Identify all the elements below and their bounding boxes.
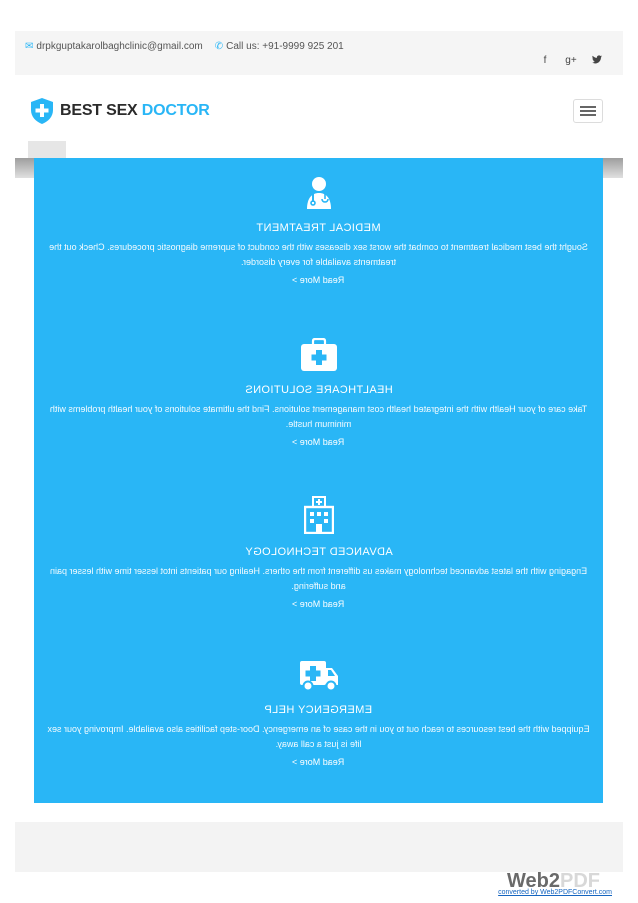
read-more-link[interactable]: Read More > (292, 275, 345, 285)
phone-link[interactable] (215, 41, 344, 52)
service-healthcare-solutions (34, 338, 603, 450)
footer-strip (15, 822, 623, 872)
converted-by-link[interactable]: converted by Web2PDFConvert.com (498, 889, 612, 896)
email-text: drpkguptakarolbaghclinic@gmail.com (36, 41, 203, 52)
read-more-link[interactable]: Read More > (292, 599, 345, 609)
service-description: Equipped with the best resources to reach out to you in the case of an emergency. Door-step facilities also available. Improving your sex life is just a call away. (47, 724, 590, 749)
service-title: HEALTHCARE SOLUTIONS (244, 384, 393, 396)
phone-icon: ✆ (214, 41, 224, 52)
web2pdf-logo-web2: Web2 (507, 870, 560, 892)
service-medical-treatment (34, 176, 603, 288)
service-title: MEDICAL TREATMENT (256, 222, 381, 234)
read-more-link[interactable]: Read More > (292, 757, 345, 767)
read-more-link[interactable]: Read More > (292, 437, 345, 447)
service-description: Engaging with the latest advanced technology makes us different from the others. Healing our patients intot lesser time with lesser pain and suffering. (49, 566, 588, 591)
service-title: ADVANCED TECHNOLOGY (244, 546, 393, 558)
menu-bar (580, 106, 596, 108)
logo-text-part1: BEST SEX (60, 102, 138, 119)
envelope-icon: ✉ (25, 41, 34, 52)
services-panel (34, 158, 603, 803)
logo-text-part2: DOCTOR (141, 102, 210, 119)
doctor-icon (302, 176, 336, 210)
email-link[interactable] (25, 41, 203, 52)
hamburger-menu-button[interactable] (573, 99, 603, 123)
facebook-icon[interactable]: f (543, 55, 547, 66)
service-description: Take care of your Health with the integrated health cost management solutions. Find the ultimate solutions of your health problems with minimum hustle. (49, 404, 588, 429)
ambulance-icon (299, 658, 339, 692)
service-description: Sought the best medical treatment to combat the worst sex diseases with the conduct of supreme diagnostic procedures. Check out the treatments available for every disorder. (49, 242, 588, 267)
menu-bar (580, 114, 596, 116)
service-title: EMERGENCY HELP (264, 704, 373, 716)
shield-cross-icon (30, 98, 54, 124)
site-logo[interactable] (30, 98, 210, 124)
service-advanced-technology (34, 496, 603, 612)
contact-info (25, 41, 344, 52)
social-links (539, 55, 603, 67)
top-contact-bar (15, 31, 623, 75)
web2pdf-logo-pdf: PDF (560, 870, 600, 892)
menu-bar (580, 110, 596, 112)
google-plus-icon[interactable]: g+ (565, 55, 577, 66)
phone-text: Call us: +91-9999 925 201 (226, 41, 344, 52)
hospital-icon (304, 496, 334, 534)
web2pdf-watermark (500, 870, 618, 900)
service-emergency-help (34, 658, 603, 770)
first-aid-kit-icon (300, 338, 338, 372)
logo-text (60, 102, 210, 120)
twitter-icon[interactable] (591, 55, 603, 67)
